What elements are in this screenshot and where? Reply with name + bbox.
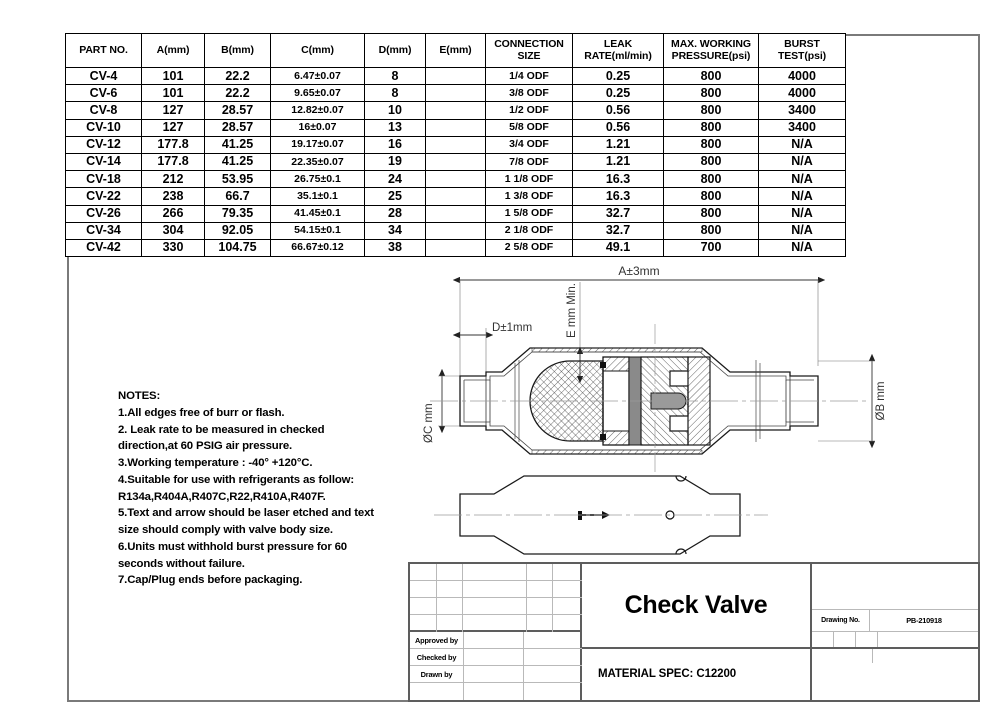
table-row	[66, 119, 846, 136]
cell-connection-size: 1 1/8 ODF	[486, 171, 573, 188]
seal-bottom	[600, 434, 606, 440]
drawing-number-row	[812, 610, 978, 632]
approved-by-date[interactable]	[524, 632, 583, 648]
cell-max-working-pressure: 800	[664, 85, 759, 102]
cell-burst-test: N/A	[759, 205, 846, 222]
note-line: 2. Leak rate to be measured in checked	[118, 423, 325, 436]
cell-leak-rate: 16.3	[573, 171, 664, 188]
cell-connection-size: 3/4 ODF	[486, 136, 573, 153]
note-line: 7.Cap/Plug ends before packaging.	[118, 574, 303, 587]
cell-max-working-pressure: 800	[664, 153, 759, 170]
drawn-by-label: Drawn by	[410, 666, 464, 682]
cell-leak-rate: 32.7	[573, 205, 664, 222]
cell-dim-b: 66.7	[205, 188, 271, 205]
signature-empty-row[interactable]	[410, 683, 582, 700]
table-body	[66, 68, 846, 257]
cell-burst-test: 4000	[759, 85, 846, 102]
note-line: 6.Units must withhold burst pressure for 60	[118, 540, 347, 553]
material-spec-cell	[582, 649, 810, 699]
note-line: R134a,R404A,R407C,R22,R410A,R407F.	[118, 490, 326, 503]
cell-leak-rate: 16.3	[573, 188, 664, 205]
signature-empty-date[interactable]	[524, 683, 583, 700]
column-header-a: A(mm)	[142, 34, 205, 68]
cell-burst-test: N/A	[759, 171, 846, 188]
cell-part-no: CV-12	[66, 136, 142, 153]
cell-leak-rate: 1.21	[573, 153, 664, 170]
cell-leak-rate: 49.1	[573, 239, 664, 256]
revision-row[interactable]	[410, 615, 582, 632]
drawing-number-area	[812, 564, 978, 701]
cell-dim-e	[426, 205, 486, 222]
seal-top	[600, 362, 606, 368]
cell-leak-rate: 0.56	[573, 102, 664, 119]
cell-dim-b: 41.25	[205, 136, 271, 153]
cell-dim-c: 41.45±0.1	[271, 205, 365, 222]
table-row	[66, 222, 846, 239]
cell-max-working-pressure: 800	[664, 188, 759, 205]
note-line: size should comply with valve body size.	[118, 524, 333, 537]
cell-dim-c: 26.75±0.1	[271, 171, 365, 188]
cell-max-working-pressure: 800	[664, 205, 759, 222]
cell-dim-b: 79.35	[205, 205, 271, 222]
cell-dim-e	[426, 188, 486, 205]
cell-dim-e	[426, 153, 486, 170]
cell-max-working-pressure: 800	[664, 68, 759, 85]
cell-part-no: CV-18	[66, 171, 142, 188]
cell-dim-c: 66.67±0.12	[271, 239, 365, 256]
cell-part-no: CV-26	[66, 205, 142, 222]
drawing-number-sub-row	[812, 632, 978, 649]
notes-lines	[118, 405, 418, 589]
cell-dim-a: 127	[142, 119, 205, 136]
cell-dim-a: 127	[142, 102, 205, 119]
drawing-number-bottom-blank	[812, 649, 978, 699]
title-block	[408, 562, 980, 702]
table-row	[66, 102, 846, 119]
dimension-label-overall-length: A±3mm	[618, 264, 660, 278]
table-row	[66, 68, 846, 85]
cell-dim-d: 10	[365, 102, 426, 119]
cell-dim-a: 304	[142, 222, 205, 239]
cell-dim-b: 41.25	[205, 153, 271, 170]
cell-leak-rate: 0.25	[573, 85, 664, 102]
cell-connection-size: 3/8 ODF	[486, 85, 573, 102]
checked-by-date[interactable]	[524, 649, 583, 665]
table-header-row	[66, 34, 846, 68]
cell-burst-test: N/A	[759, 188, 846, 205]
drawing-number-label: Drawing No.	[812, 610, 870, 631]
body-wall-hatch-top	[532, 348, 702, 352]
cell-dim-e	[426, 136, 486, 153]
cell-max-working-pressure: 700	[664, 239, 759, 256]
cell-max-working-pressure: 800	[664, 136, 759, 153]
table-row	[66, 239, 846, 256]
column-header-max-working-pressure: MAX. WORKING PRESSURE(psi)	[664, 34, 759, 68]
flow-direction-arrow	[578, 511, 610, 520]
cell-max-working-pressure: 800	[664, 102, 759, 119]
cell-max-working-pressure: 800	[664, 222, 759, 239]
column-header-leak-rate: LEAK RATE(ml/min)	[573, 34, 664, 68]
cell-burst-test: 3400	[759, 102, 846, 119]
cell-burst-test: 4000	[759, 68, 846, 85]
table-row	[66, 205, 846, 222]
cell-dim-c: 19.17±0.07	[271, 136, 365, 153]
column-header-c: C(mm)	[271, 34, 365, 68]
cell-burst-test: N/A	[759, 136, 846, 153]
cell-dim-e	[426, 85, 486, 102]
signature-grid	[410, 632, 582, 701]
valve-outline-view	[434, 476, 768, 554]
notes-heading: NOTES:	[118, 390, 161, 402]
dimension-label-stub-diameter: ØC mm	[423, 403, 435, 443]
drawn-by-row[interactable]	[410, 666, 582, 683]
note-line: 3.Working temperature : -40° +120°C.	[118, 457, 313, 470]
column-header-e: E(mm)	[426, 34, 486, 68]
material-spec-text: MATERIAL SPEC: C12200	[598, 668, 737, 680]
cell-dim-d: 8	[365, 68, 426, 85]
revision-and-signature-area	[410, 564, 582, 701]
note-line: 4.Suitable for use with refrigerants as follow:	[118, 473, 354, 486]
cell-dim-d: 28	[365, 205, 426, 222]
cell-leak-rate: 32.7	[573, 222, 664, 239]
approved-by-label: Approved by	[410, 632, 464, 648]
specification-table	[65, 33, 846, 257]
seat-retainer-hatch-bottom	[603, 431, 629, 445]
note-line: seconds without failure.	[118, 557, 245, 570]
cell-connection-size: 2 5/8 ODF	[486, 239, 573, 256]
cell-dim-c: 22.35±0.07	[271, 153, 365, 170]
seat-retainer-hatch-top	[603, 357, 629, 371]
cell-connection-size: 1/4 ODF	[486, 68, 573, 85]
cell-part-no: CV-10	[66, 119, 142, 136]
cell-dim-d: 38	[365, 239, 426, 256]
dimension-stub-length	[460, 322, 532, 376]
cell-connection-size: 1 3/8 ODF	[486, 188, 573, 205]
cell-dim-a: 101	[142, 68, 205, 85]
revision-grid	[410, 564, 582, 632]
cell-dim-b: 22.2	[205, 68, 271, 85]
cell-max-working-pressure: 800	[664, 119, 759, 136]
column-header-connection-size: CONNECTION SIZE	[486, 34, 573, 68]
cell-dim-a: 177.8	[142, 153, 205, 170]
table-row	[66, 171, 846, 188]
cell-dim-c: 12.82±0.07	[271, 102, 365, 119]
cell-dim-d: 13	[365, 119, 426, 136]
checked-by-value[interactable]	[464, 649, 524, 665]
dimension-label-stub-length: D±1mm	[492, 322, 533, 334]
column-header-part-no: PART NO.	[66, 34, 142, 68]
cell-part-no: CV-4	[66, 68, 142, 85]
table-row	[66, 153, 846, 170]
cell-dim-a: 177.8	[142, 136, 205, 153]
title-and-material-area	[582, 564, 812, 701]
cell-dim-b: 28.57	[205, 119, 271, 136]
drawn-by-value[interactable]	[464, 666, 524, 682]
cell-dim-b: 92.05	[205, 222, 271, 239]
dimension-stub-diameter	[423, 376, 464, 443]
cell-connection-size: 1 5/8 ODF	[486, 205, 573, 222]
notes-block	[118, 388, 418, 589]
cell-dim-d: 24	[365, 171, 426, 188]
cell-leak-rate: 0.56	[573, 119, 664, 136]
cell-dim-d: 25	[365, 188, 426, 205]
signature-empty-value[interactable]	[464, 683, 524, 700]
cell-burst-test: N/A	[759, 239, 846, 256]
cell-dim-b: 104.75	[205, 239, 271, 256]
cell-part-no: CV-8	[66, 102, 142, 119]
signature-empty-label	[410, 683, 464, 700]
cell-dim-e	[426, 171, 486, 188]
note-line: direction,at 60 PSIG air pressure.	[118, 440, 293, 453]
cell-part-no: CV-42	[66, 239, 142, 256]
cell-dim-c: 35.1±0.1	[271, 188, 365, 205]
drawing-title-cell	[582, 564, 810, 649]
cell-part-no: CV-6	[66, 85, 142, 102]
cell-dim-a: 212	[142, 171, 205, 188]
cell-dim-d: 34	[365, 222, 426, 239]
cell-dim-b: 22.2	[205, 85, 271, 102]
cell-dim-a: 266	[142, 205, 205, 222]
column-header-burst-test: BURST TEST(psi)	[759, 34, 846, 68]
cell-connection-size: 1/2 ODF	[486, 102, 573, 119]
dimension-label-body-diameter: ØB mm	[875, 381, 887, 421]
cell-dim-c: 6.47±0.07	[271, 68, 365, 85]
cell-part-no: CV-34	[66, 222, 142, 239]
column-header-d: D(mm)	[365, 34, 426, 68]
cell-connection-size: 2 1/8 ODF	[486, 222, 573, 239]
cell-part-no: CV-14	[66, 153, 142, 170]
cell-dim-a: 101	[142, 85, 205, 102]
cell-dim-d: 19	[365, 153, 426, 170]
cell-burst-test: N/A	[759, 153, 846, 170]
specification-table-container	[65, 33, 845, 257]
cell-dim-a: 238	[142, 188, 205, 205]
cell-dim-e	[426, 239, 486, 256]
cell-dim-e	[426, 102, 486, 119]
cell-dim-b: 28.57	[205, 102, 271, 119]
valve-section-view	[430, 324, 868, 473]
cell-dim-e	[426, 68, 486, 85]
drawing-number-value: PB-210918	[906, 616, 942, 625]
dimension-label-body-min: E mm Min.	[566, 283, 578, 338]
cell-part-no: CV-22	[66, 188, 142, 205]
note-line: 1.All edges free of burr or flash.	[118, 406, 285, 419]
table-row	[66, 136, 846, 153]
cell-dim-c: 16±0.07	[271, 119, 365, 136]
table-header	[66, 34, 846, 68]
approved-by-row[interactable]	[410, 632, 582, 649]
note-line: 5.Text and arrow should be laser etched and text	[118, 507, 374, 520]
cell-dim-a: 330	[142, 239, 205, 256]
drawn-by-date[interactable]	[524, 666, 583, 682]
body-wall-hatch-bottom	[532, 450, 702, 454]
table-row	[66, 188, 846, 205]
revision-row[interactable]	[410, 598, 582, 615]
cell-burst-test: 3400	[759, 119, 846, 136]
cell-dim-b: 53.95	[205, 171, 271, 188]
cell-dim-e	[426, 119, 486, 136]
cell-connection-size: 7/8 ODF	[486, 153, 573, 170]
approved-by-value[interactable]	[464, 632, 524, 648]
drawing-title: Check Valve	[624, 591, 768, 619]
cell-burst-test: N/A	[759, 222, 846, 239]
cell-connection-size: 5/8 ODF	[486, 119, 573, 136]
revision-row[interactable]	[410, 564, 582, 581]
table-row	[66, 85, 846, 102]
column-header-b: B(mm)	[205, 34, 271, 68]
cell-dim-d: 8	[365, 85, 426, 102]
cell-leak-rate: 1.21	[573, 136, 664, 153]
checked-by-row[interactable]	[410, 649, 582, 666]
cell-dim-d: 16	[365, 136, 426, 153]
valve-technical-drawing	[420, 258, 890, 558]
cell-leak-rate: 0.25	[573, 68, 664, 85]
cell-dim-c: 9.65±0.07	[271, 85, 365, 102]
cell-dim-c: 54.15±0.1	[271, 222, 365, 239]
drawing-number-blank-top	[812, 564, 978, 610]
revision-row[interactable]	[410, 581, 582, 598]
checked-by-label: Checked by	[410, 649, 464, 665]
cell-max-working-pressure: 800	[664, 171, 759, 188]
cell-dim-e	[426, 222, 486, 239]
